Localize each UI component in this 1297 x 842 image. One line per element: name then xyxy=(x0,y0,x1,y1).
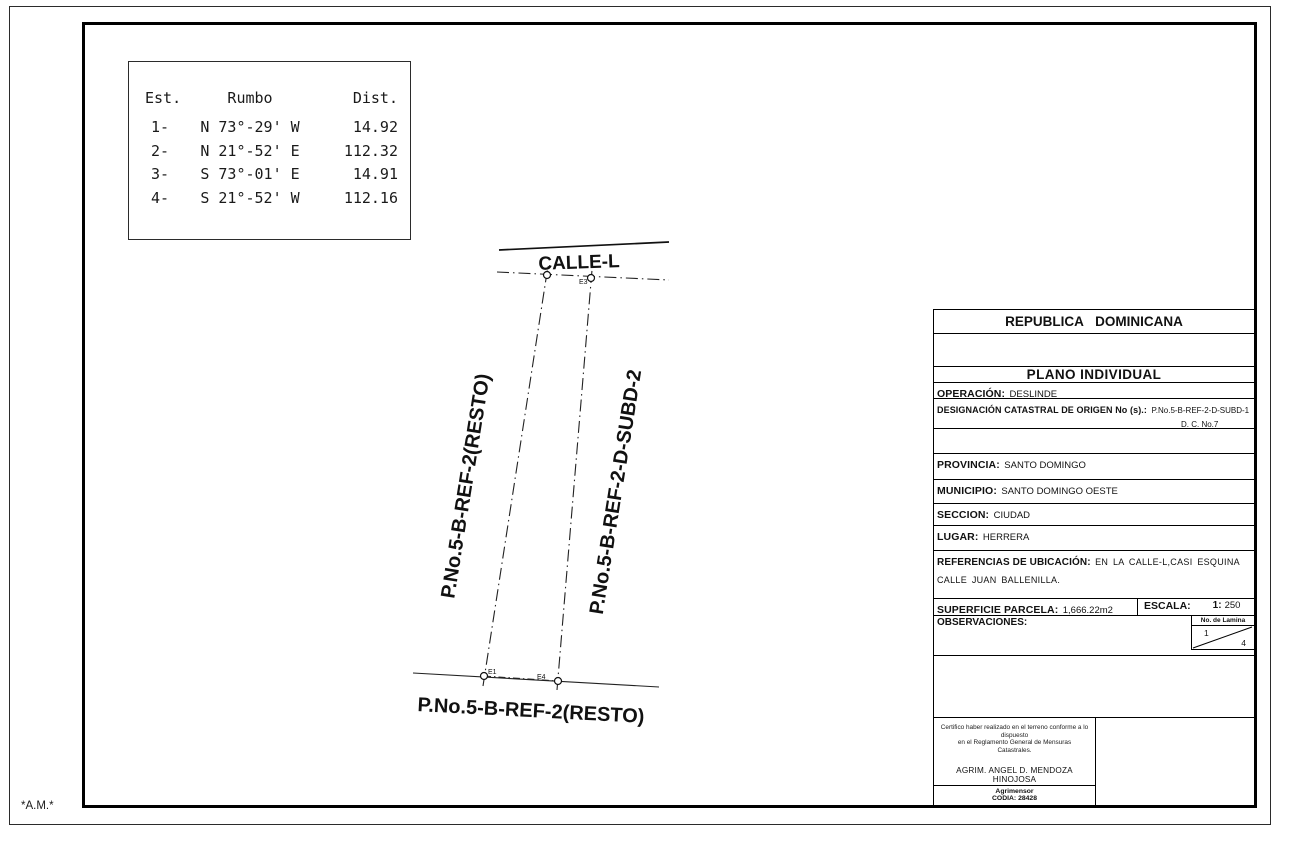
parcel-survey-sketch xyxy=(380,230,680,730)
lamina-box xyxy=(1191,616,1254,650)
superficie-escala-row xyxy=(934,598,1254,615)
observaciones-row xyxy=(934,615,1254,655)
plan-type-header: PLANO INDIVIDUAL xyxy=(934,366,1254,382)
municipio-row xyxy=(934,479,1254,503)
signature-empty-cell xyxy=(1096,718,1254,807)
table-row xyxy=(145,187,398,211)
point-label-e1: E1 xyxy=(488,669,497,676)
certification-row xyxy=(934,717,1254,807)
designacion-label: DESIGNACIÓN CATASTRAL DE ORIGEN No (s).: xyxy=(937,405,1148,415)
parcel-boundary-right xyxy=(557,270,592,690)
superficie-label: SUPERFICIE PARCELA: xyxy=(937,604,1059,615)
lugar-row xyxy=(934,525,1254,550)
table-row xyxy=(145,163,398,187)
escala-ratio: 1: xyxy=(1212,600,1222,611)
operacion-value: DESLINDE xyxy=(1009,389,1058,398)
lamina-label: No. de Lamina xyxy=(1192,616,1254,626)
surveyor-role: Agrimensor xyxy=(995,788,1034,795)
superficie-value: 1,666.22m2 xyxy=(1062,605,1113,615)
lugar-label: LUGAR: xyxy=(937,531,979,543)
escala-label: ESCALA: xyxy=(1144,600,1191,612)
certification-cell xyxy=(934,718,1096,807)
lugar-value: HERRERA xyxy=(982,532,1030,543)
point-marker-e4 xyxy=(555,678,562,685)
designacion-row xyxy=(934,398,1254,428)
bearing-distance-table xyxy=(128,61,411,240)
col-header-dist: Dist. xyxy=(352,89,398,107)
corner-initials-note: *A.M.* xyxy=(21,800,54,812)
escala-value: 250 xyxy=(1224,600,1241,611)
bottom-parcel-label: P.No.5-B-REF-2(RESTO) xyxy=(417,694,645,728)
lamina-total-number: 4 xyxy=(1241,638,1246,648)
point-marker-e1 xyxy=(481,673,488,680)
table-row xyxy=(145,140,398,164)
cell-est: 1- xyxy=(150,118,170,136)
cell-rumbo: S 73°-01' E xyxy=(200,165,300,183)
point-label-e4: E4 xyxy=(537,674,546,681)
cell-rumbo: N 73°-29' W xyxy=(200,118,300,136)
referencias-row xyxy=(934,550,1254,598)
cell-dist: 112.16 xyxy=(343,188,398,207)
parcel-boundary-left xyxy=(483,266,548,686)
referencias-value: EN LA CALLE-L,CASI ESQUINA CALLE JUAN BALLENILLA. xyxy=(937,557,1240,585)
parcel-boundary-bottom xyxy=(484,676,558,681)
lamina-sheet-number: 1 xyxy=(1204,628,1209,638)
empty-row xyxy=(934,428,1254,453)
empty-row xyxy=(934,655,1254,717)
provincia-row xyxy=(934,453,1254,479)
col-header-est: Est. xyxy=(145,89,182,107)
certification-text xyxy=(934,724,1095,754)
operacion-row xyxy=(934,382,1254,398)
cell-dist: 14.91 xyxy=(352,165,398,183)
street-edge-line xyxy=(499,242,669,250)
right-parcel-label: P.No.5-B-REF-2-D-SUBD-2 xyxy=(585,368,647,616)
cell-dist: 112.32 xyxy=(343,141,398,160)
rear-boundary-line xyxy=(413,673,659,687)
designacion-value-line2: D. C. No.7 xyxy=(1181,420,1219,428)
street-name-label: CALLE-L xyxy=(538,251,620,275)
lamina-body xyxy=(1192,626,1254,649)
seccion-value: CIUDAD xyxy=(993,510,1031,521)
point-marker-e3 xyxy=(588,275,595,282)
country-header: REPUBLICA DOMINICANA xyxy=(934,310,1254,334)
cell-rumbo: S 21°-52' W xyxy=(200,188,300,207)
surveyor-signature-block xyxy=(934,766,1095,802)
operacion-label: OPERACIÓN: xyxy=(937,388,1006,398)
certification-line1: Certifico haber realizado en el terreno conforme a lo dispuesto xyxy=(940,724,1089,739)
certification-line2: en el Reglamento General de Mensuras Catastrales. xyxy=(957,739,1072,754)
surveyor-codia: CODIA: 28428 xyxy=(992,795,1037,802)
municipio-label: MUNICIPIO: xyxy=(937,485,997,497)
cell-est: 2- xyxy=(150,141,170,160)
municipio-value: SANTO DOMINGO OESTE xyxy=(1001,486,1118,497)
point-label-e3: E3 xyxy=(579,279,588,286)
escala-cell xyxy=(1138,599,1254,615)
surveyor-name: AGRIM. ANGEL D. MENDOZA HINOJOSA xyxy=(934,766,1095,786)
superficie-cell xyxy=(934,599,1138,615)
cell-est: 4- xyxy=(150,188,170,207)
bearing-table-header xyxy=(145,88,398,108)
cell-est: 3- xyxy=(150,165,170,183)
observaciones-label: OBSERVACIONES: xyxy=(937,617,1028,628)
title-block xyxy=(933,309,1255,808)
col-header-rumbo: Rumbo xyxy=(227,89,273,107)
seccion-row xyxy=(934,503,1254,525)
referencias-label: REFERENCIAS DE UBICACIÓN: xyxy=(937,557,1091,568)
left-parcel-label: P.No.5-B-REF-2(RESTO) xyxy=(437,372,495,600)
table-row xyxy=(145,116,398,140)
seccion-label: SECCION: xyxy=(937,509,990,521)
designacion-value-line1: P.No.5-B-REF-2-D-SUBD-1 xyxy=(1151,406,1250,415)
provincia-label: PROVINCIA: xyxy=(937,459,1000,471)
provincia-value: SANTO DOMINGO xyxy=(1004,460,1086,471)
cell-rumbo: N 21°-52' E xyxy=(200,141,300,160)
cell-dist: 14.92 xyxy=(352,118,398,136)
